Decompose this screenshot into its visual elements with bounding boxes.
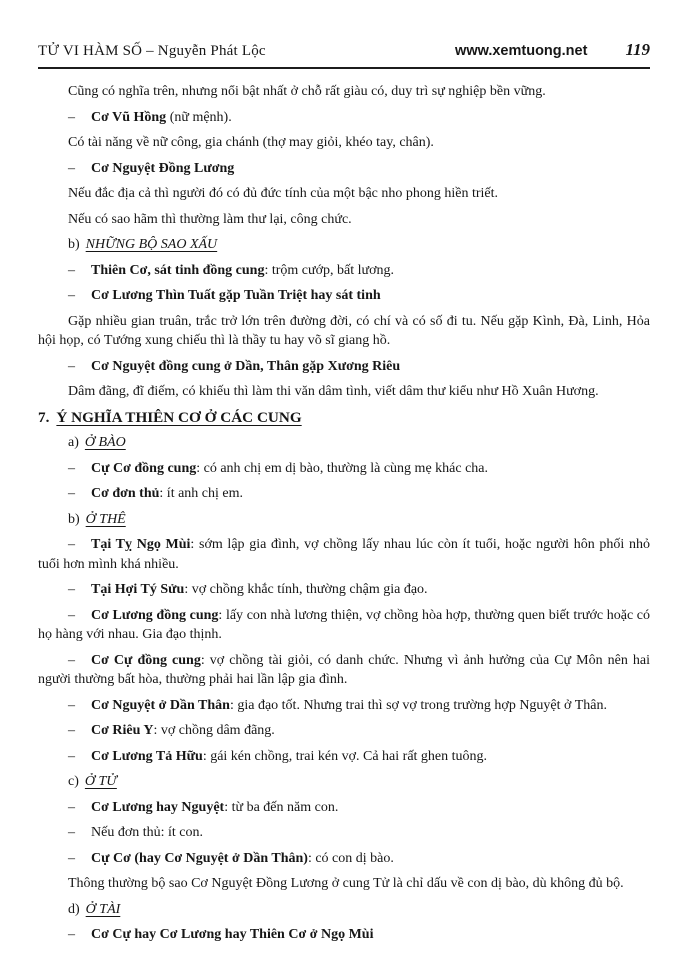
list-item — [38, 696, 650, 716]
list-item-term: Tại Tỵ Ngọ Mùi — [91, 537, 191, 552]
list-item-term: Cơ Riêu Y — [91, 723, 154, 738]
subsection-letter: c) — [68, 774, 79, 789]
list-item-term: Cơ Lương hay Nguyệt — [91, 799, 225, 815]
list-item — [38, 535, 650, 574]
subsection-heading — [38, 433, 650, 453]
list-item-text: : vợ chồng tài giỏi, có danh chức. Nhưng vì ảnh hưởng của Cự Môn nên hai người thường bất hòa, thường phải hai lần lập gia đình. — [38, 652, 651, 687]
list-item-term: Cơ Nguyệt ở Dần Thân — [91, 697, 230, 713]
subsection-title: Ở TÀI — [85, 901, 121, 917]
paragraph: Gặp nhiều gian truân, trắc trở lớn trên đường đời, có chí và có số đi tu. Nếu gặp Kình, Đà, Linh, Hỏa hội họp, có Tướng xung chiếu thì là thầy tu hay võ sĩ giang hồ. — [38, 313, 650, 348]
subsection-heading — [38, 900, 650, 920]
list-item — [38, 108, 650, 128]
dash-marker: – — [68, 799, 75, 815]
dash-marker: – — [68, 358, 75, 374]
paragraph: Có tài năng về nữ công, gia chánh (thợ may giỏi, khéo tay, chân). — [68, 135, 434, 150]
list-item-text: : gái kén chồng, trai kén vợ. Cả hai rất ghen tuông. — [202, 748, 488, 764]
book-title: TỬ VI HÀM SỐ – Nguyễn Phát Lộc — [38, 43, 266, 59]
header-right-group — [455, 40, 650, 60]
subsection-heading — [38, 235, 650, 255]
dash-marker: – — [68, 486, 75, 501]
list-item-term: Cơ Lương Thìn Tuất gặp Tuần Triệt hay sát tinh — [91, 288, 381, 303]
list-item — [38, 459, 650, 479]
paragraph: Nếu có sao hãm thì thường làm thư lại, công chức. — [68, 211, 352, 227]
list-item-text: Nếu đơn thủ: ít con. — [91, 825, 203, 840]
paragraph: Dâm đãng, đĩ điếm, có khiếu thì làm thi văn dâm tình, viết dâm thư kiểu như Hồ Xuân Hương. — [68, 384, 599, 399]
list-item — [38, 159, 650, 179]
list-item-text: : từ ba đến năm con. — [224, 799, 339, 815]
dash-marker: – — [68, 927, 75, 942]
list-item-term: Cơ Cự đồng cung — [91, 652, 201, 668]
dash-marker: – — [68, 109, 75, 125]
list-item — [38, 261, 650, 281]
dash-marker: – — [68, 697, 75, 713]
list-item — [38, 484, 650, 504]
subsection-title: Ở BÀO — [84, 435, 126, 450]
list-item — [38, 357, 650, 377]
subsection-letter: d) — [68, 901, 80, 917]
dash-marker: – — [68, 748, 75, 764]
dash-marker: – — [68, 723, 75, 738]
list-item — [38, 849, 650, 869]
list-item-term: Thiên Cơ, sát tinh đồng cung — [91, 262, 265, 278]
list-item-term: Cơ Lương đồng cung — [91, 607, 219, 623]
list-item-term: Cơ Nguyệt Đồng Lương — [91, 160, 235, 176]
subsection-letter: a) — [68, 435, 79, 450]
list-item-term: Tại Hợi Tý Sửu — [91, 582, 185, 597]
list-item-term: Cơ Lương Tả Hữu — [91, 748, 203, 764]
paragraph: Cũng có nghĩa trên, nhưng nổi bật nhất ở chỗ rất giàu có, duy trì sự nghiệp bền vững. — [68, 84, 546, 99]
dash-marker: – — [68, 825, 75, 840]
dash-marker: – — [68, 850, 75, 866]
list-item-text: : ít anh chị em. — [159, 486, 244, 501]
paragraph: Nếu đắc địa cả thì người đó có đủ đức tính của một bậc nho phong hiền triết. — [68, 186, 499, 201]
list-item-text: : sớm lập gia đình, vợ chồng lấy nhau lúc còn ít tuổi, hoặc người hôn phối nhỏ tuổi hơn mình khá nhiều. — [38, 537, 650, 572]
subsection-letter: b) — [68, 237, 80, 252]
list-item-term: Cự Cơ (hay Cơ Nguyệt ở Dần Thân) — [91, 850, 308, 866]
section-number: 7. — [38, 408, 50, 426]
list-item-text: : trộm cướp, bất lương. — [264, 262, 394, 278]
dash-marker: – — [68, 262, 75, 278]
dash-marker: – — [68, 460, 75, 476]
subsection-title: NHỮNG BỘ SAO XẤU — [85, 237, 218, 252]
list-item-text: (nữ mệnh). — [166, 109, 232, 125]
list-item-term: Cơ đơn thủ — [91, 486, 160, 501]
dash-marker: – — [68, 607, 75, 623]
list-item-text: : lấy con nhà lương thiện, vợ chồng hòa hợp, thường quen biết trước hoặc có họ hàng với nhau. Gia đạo thịnh. — [38, 607, 651, 642]
list-item — [38, 925, 650, 945]
list-item — [38, 798, 650, 818]
subsection-letter: b) — [68, 511, 80, 527]
dash-marker: – — [68, 288, 75, 303]
section-heading — [38, 408, 650, 428]
list-item — [38, 721, 650, 741]
list-item-text: : có con dị bào. — [307, 850, 394, 866]
list-item-text: : có anh chị em dị bào, thường là cùng mẹ khác cha. — [196, 460, 489, 476]
list-item-term: Cự Cơ đồng cung — [91, 460, 197, 476]
page-header — [38, 40, 650, 69]
list-item-text: : vợ chồng dâm đãng. — [153, 723, 275, 738]
list-item — [38, 286, 650, 306]
section-title: Ý NGHĨA THIÊN CƠ Ở CÁC CUNG — [56, 408, 302, 426]
subsection-title: Ở THÊ — [85, 511, 126, 527]
page-number: 119 — [625, 40, 650, 59]
dash-marker: – — [68, 652, 75, 668]
list-item — [38, 823, 650, 843]
list-item-term: Cơ Cự hay Cơ Lương hay Thiên Cơ ở Ngọ Mùi — [91, 927, 374, 942]
list-item-text: : vợ chồng khắc tính, thường chậm gia đạo. — [184, 582, 428, 597]
list-item-text: : gia đạo tốt. Nhưng trai thì sợ vợ trong trường hợp Nguyệt ở Thân. — [229, 697, 607, 713]
dash-marker: – — [68, 537, 75, 552]
list-item — [38, 651, 650, 690]
list-item-term: Cơ Nguyệt đồng cung ở Dần, Thân gặp Xương Riêu — [91, 358, 401, 374]
list-item — [38, 606, 650, 645]
subsection-heading — [38, 510, 650, 530]
paragraph: Thông thường bộ sao Cơ Nguyệt Đồng Lương ở cung Tử là chỉ dấu về con dị bào, dù không đủ bộ. — [68, 876, 624, 891]
list-item-term: Cơ Vũ Hồng — [91, 109, 167, 125]
dash-marker: – — [68, 582, 75, 597]
subsection-heading — [38, 772, 650, 792]
subsection-title: Ở TỬ — [84, 774, 117, 789]
list-item — [38, 747, 650, 767]
website-url: www.xemtuong.net — [455, 43, 588, 59]
page-body — [38, 82, 650, 945]
dash-marker: – — [68, 160, 75, 176]
list-item — [38, 580, 650, 600]
